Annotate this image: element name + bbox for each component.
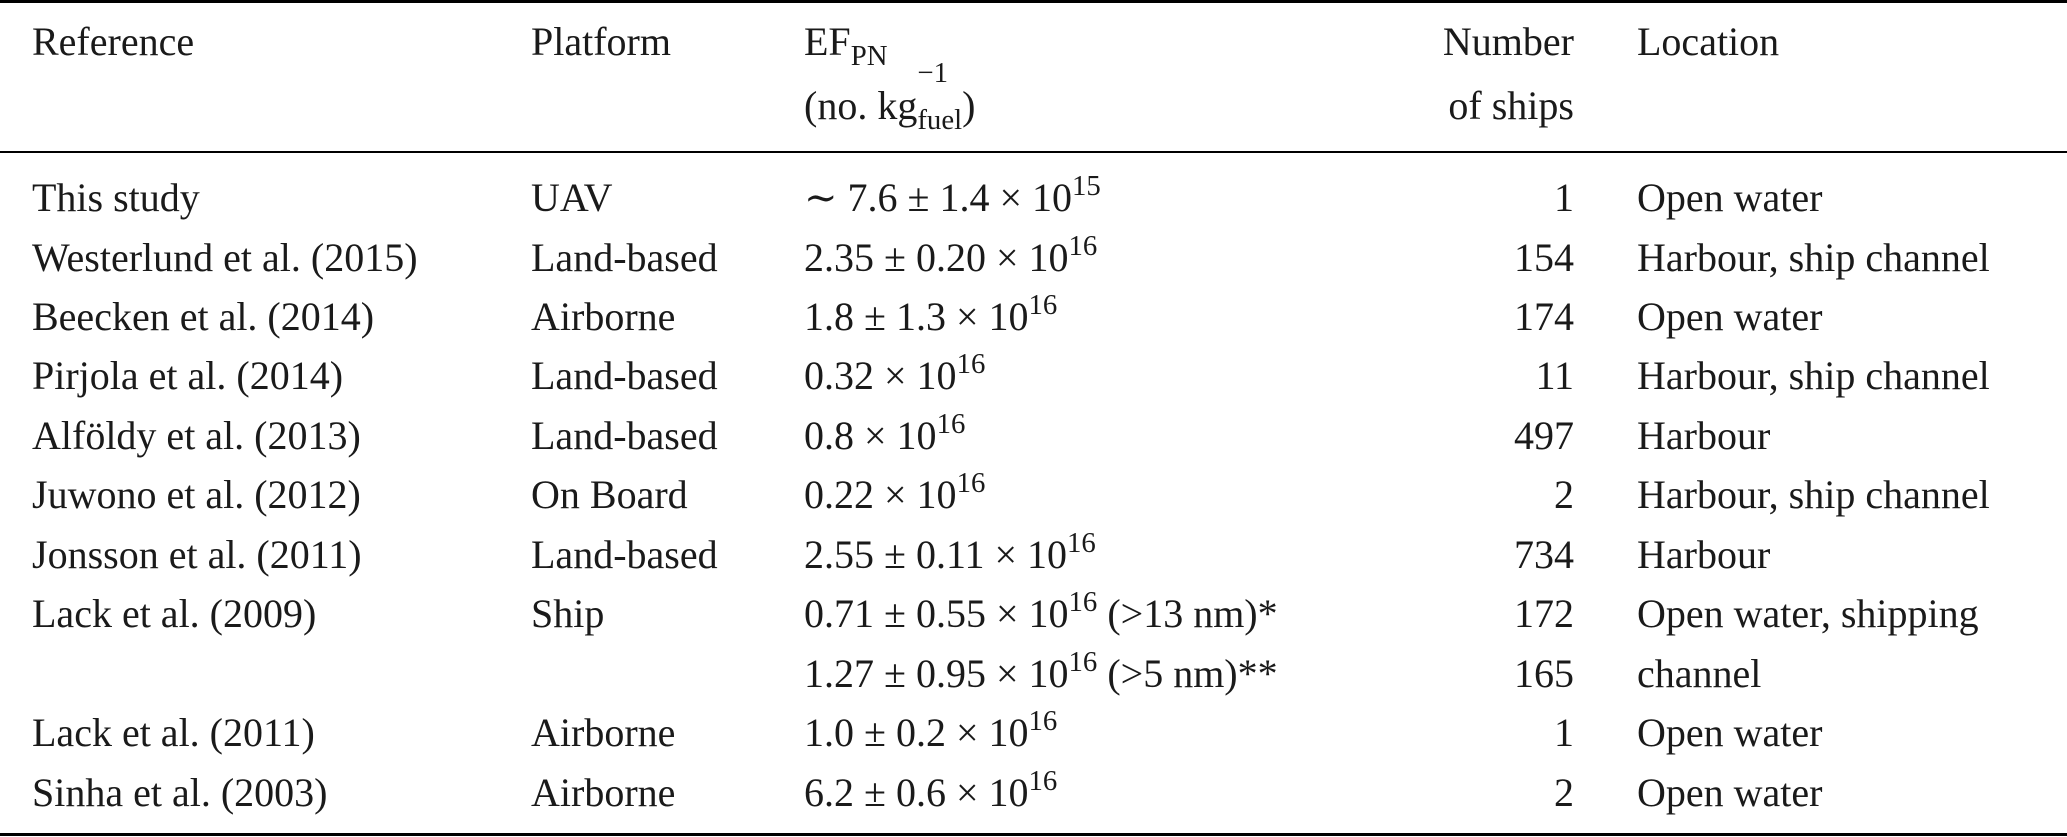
cell-ef-exp: 16	[1028, 765, 1058, 798]
cell-ships: 174	[1514, 294, 1574, 339]
table-top-rule	[0, 0, 2067, 3]
table-bottom-rule	[0, 833, 2067, 836]
cell-reference: Lack et al. (2011)	[32, 710, 315, 755]
cell-ef-exp: 16	[1068, 646, 1098, 679]
cell-platform: Airborne	[531, 710, 676, 755]
cell-ef-base: 2.35 ± 0.20 × 10	[804, 235, 1069, 280]
header-ef-main: EF	[804, 19, 851, 64]
cell-ef-exp: 16	[1028, 289, 1058, 322]
cell-ef-base: 1.8 ± 1.3 × 10	[804, 294, 1029, 339]
cell-ships: 11	[1535, 353, 1574, 398]
header-ef-unit-open: (no. kg	[804, 83, 918, 128]
cell-location: Open water	[1637, 175, 1823, 220]
cell-location: Harbour	[1637, 532, 1771, 577]
cell-location: Open water	[1637, 770, 1823, 815]
header-ef-sub: PN	[850, 40, 888, 73]
header-ef-unit-exp: −1	[917, 56, 948, 89]
cell-platform: Land-based	[531, 413, 718, 458]
cell-ef-exp: 16	[1068, 230, 1098, 263]
cell-ef-note: (>13 nm)*	[1097, 591, 1278, 636]
cell-ef-exp: 16	[1028, 705, 1058, 738]
cell-reference: Beecken et al. (2014)	[32, 294, 375, 339]
cell-location: Harbour, ship channel	[1637, 353, 1990, 398]
cell-location: Open water, shipping	[1637, 591, 1979, 636]
cell-ef-base: 2.55 ± 0.11 × 10	[804, 532, 1068, 577]
header-number-line1: Number	[1442, 19, 1574, 64]
cell-ships: 165	[1514, 651, 1574, 696]
cell-ef	[804, 230, 1098, 280]
cell-ships: 2	[1554, 472, 1574, 517]
cell-ships: 734	[1514, 532, 1574, 577]
cell-platform: UAV	[531, 175, 613, 220]
table-header-rule	[0, 151, 2067, 153]
cell-ef	[804, 586, 1278, 636]
cell-reference: Jonsson et al. (2011)	[32, 532, 362, 577]
cell-location: Harbour, ship channel	[1637, 235, 1990, 280]
cell-platform: Land-based	[531, 235, 718, 280]
cell-reference: Pirjola et al. (2014)	[32, 353, 344, 398]
cell-ef-exp: 16	[956, 348, 986, 381]
cell-ef-exp: 16	[936, 408, 966, 441]
cell-ef	[804, 289, 1058, 339]
cell-reference: Alföldy et al. (2013)	[32, 413, 361, 458]
cell-ships: 1	[1554, 175, 1574, 220]
cell-reference: Juwono et al. (2012)	[32, 472, 361, 517]
header-reference: Reference	[32, 19, 195, 64]
cell-platform: On Board	[531, 472, 688, 517]
cell-location: Harbour	[1637, 413, 1771, 458]
header-number-line2: of ships	[1448, 83, 1574, 128]
header-ef-unit-close: )	[962, 83, 976, 128]
cell-location: Open water	[1637, 294, 1823, 339]
cell-platform: Land-based	[531, 353, 718, 398]
cell-reference: Sinha et al. (2003)	[32, 770, 328, 815]
header-location: Location	[1637, 19, 1780, 64]
cell-reference: This study	[32, 175, 200, 220]
cell-ships: 172	[1514, 591, 1574, 636]
cell-ships: 497	[1514, 413, 1574, 458]
cell-platform: Airborne	[531, 294, 676, 339]
cell-ef	[804, 467, 986, 517]
cell-ef	[804, 527, 1096, 577]
cell-ef-base: ∼ 7.6 ± 1.4 × 10	[804, 175, 1073, 220]
cell-platform: Land-based	[531, 532, 718, 577]
cell-ef	[804, 646, 1278, 696]
cell-ef-base: 1.0 ± 0.2 × 10	[804, 710, 1029, 755]
cell-reference: Westerlund et al. (2015)	[32, 235, 418, 280]
cell-ships: 154	[1514, 235, 1574, 280]
cell-ef-base: 0.22 × 10	[804, 472, 957, 517]
cell-ef	[804, 170, 1101, 220]
cell-location: Open water	[1637, 710, 1823, 755]
cell-ef	[804, 408, 966, 458]
cell-location: Harbour, ship channel	[1637, 472, 1990, 517]
cell-ef-base: 6.2 ± 0.6 × 10	[804, 770, 1029, 815]
cell-location: channel	[1637, 651, 1762, 696]
cell-ef-base: 0.71 ± 0.55 × 10	[804, 591, 1069, 636]
cell-ef-base: 1.27 ± 0.95 × 10	[804, 651, 1069, 696]
cell-platform: Airborne	[531, 770, 676, 815]
cell-ef-exp: 16	[1067, 527, 1096, 560]
cell-ef-note: (>5 nm)**	[1097, 651, 1278, 696]
cell-ef	[804, 765, 1058, 815]
cell-ships: 1	[1554, 710, 1574, 755]
header-ef	[804, 19, 888, 73]
cell-ef-exp: 16	[1068, 586, 1098, 619]
cell-ef-exp: 16	[956, 467, 986, 500]
cell-ef-base: 0.8 × 10	[804, 413, 937, 458]
cell-ef	[804, 705, 1058, 755]
cell-ef	[804, 348, 986, 398]
header-ef-unit-sub: fuel	[917, 104, 963, 137]
cell-ef-exp: 15	[1072, 170, 1101, 203]
header-platform: Platform	[531, 19, 671, 64]
cell-reference: Lack et al. (2009)	[32, 591, 317, 636]
cell-ships: 2	[1554, 770, 1574, 815]
cell-ef-base: 0.32 × 10	[804, 353, 957, 398]
header-ef-unit-supsub	[917, 56, 963, 137]
cell-platform: Ship	[531, 591, 605, 636]
